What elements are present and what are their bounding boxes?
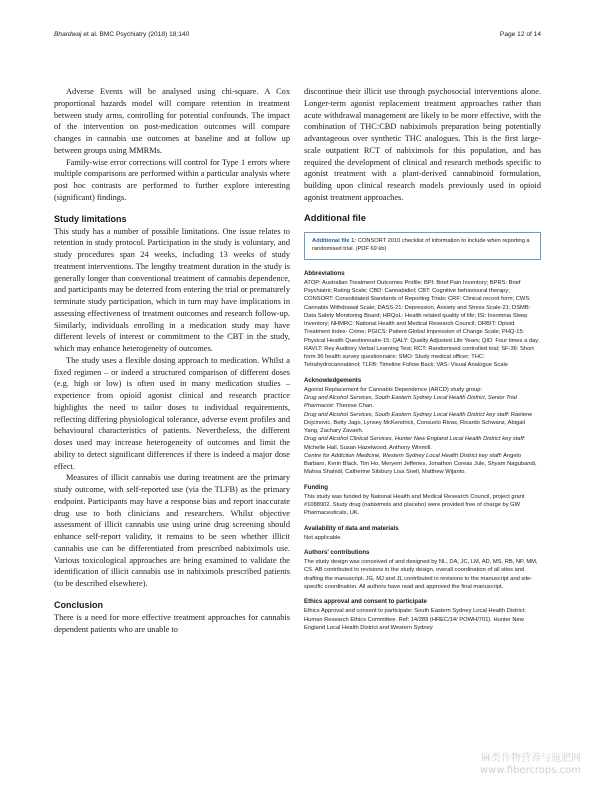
availability-section — [304, 525, 541, 542]
additional-file-box — [304, 232, 541, 260]
ack-study-group: Agonist Replacement for Cannabis Dependence (ARCD) study group: — [304, 386, 483, 393]
ack-entry — [304, 435, 541, 452]
paragraph: discontinue their illicit use through psychosocial interventions alone. Longer-term agonist replacement treatment approaches rather than acute withdrawal management are likely to be more effective, with the combination of THC:CBD nabiximols preparation being potentially advantageous over synthetic THC analogues. This is the first large-scale outpatient RCT of nabiximols for this population, and has required the development of clinical and research methods specific to agonist treatment with a plant-derived cannabinoid formulation, building upon clinical research models previously used in opioid agonist treatment approaches. — [304, 87, 541, 202]
ack-affiliation: Centre for Addiction Medicine, Western Sydney Local Health District key staff: — [304, 452, 502, 459]
ethics-text: Ethics Approval and consent to participate: South Eastern Sydney Local Health District: Human Research Ethics Committee. Ref: 14/289 (HREC/14/ POWH/701). Hunter New England Local Health District and Western Sydney — [304, 608, 526, 631]
watermark-title: 麻类作物营养与施肥网 — [481, 753, 581, 764]
watermark-url: www.fibercrops.com — [479, 765, 581, 776]
abbreviations-text: ATOP: Australian Treatment Outcomes Profile; BPI: Brief Pain Inventory; BPRS: Brief Psychiatric Rating Scale; CBD: Cannabidiol; CBT: Cognitive behavioural therapy; CONSORT: Consolidated Standards of Reporting Trials; CRF: Clinical record form; CWS: Cannabis Withdrawal Scale; DASS-21: Depression, Anxiety and Stress Scale-21; DSMB: Data Safety Monitoring Board; HRQoL: Health related quality of life; ISI: Insomnia Sleep Inventory; NHMRC: National Health and Medical Research Council; ORBIT: Opioid Treatment Index- Crime; PGICS: Patient Global Impression of Change Scale; PHQ-15: Physical Health Questionnaire-15; QALY: Quality Adjusted Life Years; QID: Four times a day; RAVLT: Rey Auditory Verbal Learning Test; RCT: Randomised controlled trial; SF-36: Short form 36 health survey questionnaire; SMO: Study medical officer; THC: Tetrahydrocannabinol; TLFB: Timeline Follow Back; VAS: Visual Analogue Scale — [304, 279, 540, 369]
section-heading-conclusion: Conclusion — [54, 599, 103, 610]
abbreviations-section — [304, 270, 541, 370]
paragraph: Measures of illicit cannabis use during treatment are the primary study outcome, with self-reported use (via the TLFB) as the primary endpoint. Participants may have a response bias and report inaccurate drug use to both clinicians and researchers. Whilst objective assessment of illicit cannabis use using urine drug screening should enhance self-report validity, it remains to be seen whether illicit cannabis use can be differentiated from prescribed nabiximols use. Various toxicological approaches are being examined to validate the identification of illicit cannabis use in nabiximols prescribed patients (to be described elsewhere). — [54, 473, 290, 588]
paragraph: Adverse Events will be analysed using chi-square. A Cox proportional hazards model will compare retention in treatment between study arms, controlling for potential confounds. The impact of the intervention on post-medication outcomes will compare changes in cannabis use outcomes at baseline and at follow up between groups using MMRMs. — [54, 87, 290, 155]
section-heading-additional-file: Additional file — [304, 211, 366, 223]
additional-file-link[interactable]: Additional file 1: — [312, 237, 357, 244]
funding-section — [304, 484, 541, 518]
funding-heading: Funding — [304, 483, 329, 491]
running-header — [54, 31, 541, 43]
section-heading-study-limitations: Study limitations — [54, 213, 127, 224]
availability-text: Not applicable. — [304, 534, 343, 541]
ack-entry — [304, 411, 541, 436]
ack-affiliation: Drug and Alcohol Services, South Eastern Sydney Local Health District key staff: — [304, 411, 510, 418]
ack-entry — [304, 394, 541, 411]
ack-names: Raelene Dojcinovic, Betty Jago, Lynsey McKendrick, Consuelo Rivas, Ricardo Schwanz, Abigail Yang, Zachary Zavaeh. — [304, 411, 533, 435]
availability-heading: Availability of data and materials — [304, 524, 399, 532]
left-column — [54, 86, 290, 635]
paragraph: The study uses a flexible dosing approach to medication. Whilst a fixed regimen – or indeed a structured comparison of different doses (e.g. high or low) is often used in many medication studies – experience from opioid agonist clinical and research practice highlights the need to tailor doses to individual requirements, reflecting differing physiological tolerance, adverse event profiles and behavioural characteristics of patients. Nevertheless, the different doses used may increase heterogeneity of outcomes and limit the ability to detect significant differences if there is indeed a major dose effect. — [54, 355, 290, 471]
acknowledgements-section — [304, 377, 541, 477]
contributions-section — [304, 549, 541, 591]
ack-names: Therese Chan. — [334, 403, 374, 410]
contributions-heading: Authors' contributions — [304, 549, 370, 556]
watermark — [480, 753, 581, 777]
additional-file-description: CONSORT 2010 checklist of information to include when reporting a randomised trial. (PDF 69 kb) — [312, 237, 530, 253]
right-column — [304, 86, 541, 639]
citation-author: Bhardwaj — [54, 31, 82, 38]
contributions-text: The study design was conceived of and designed by NL, DA, JC, LM, AD, MS, RB, NP, MM, CS. AB contributed to revisions in the study design, overall coordination of all sites and drafting the manuscript. JG, MJ and JL contributed in revisions to the manuscript and site-specific coordination. All authors have read and approved the final manuscript. — [304, 559, 538, 590]
ack-affiliation: Drug and Alcohol Services, South Eastern Sydney Local Health District, Senior Trial Pharmacist: — [304, 395, 517, 410]
paragraph: There is a need for more effective treatment approaches for cannabis dependent patients who are unable to — [54, 612, 290, 634]
paragraph: Family-wise error corrections will control for Type 1 errors where multiple comparisons are performed within a particular analysis where post hoc contrasts are performed to further explore interesting (significant) findings. — [54, 157, 290, 202]
page-number: Page 12 of 14 — [499, 31, 541, 38]
citation-rest: et al. BMC Psychiatry (2018) 18:140 — [81, 31, 190, 38]
ack-affiliation: Drug and Alcohol Clinical Services, Hunter New England Local Health District key staff: — [304, 436, 526, 443]
journal-citation — [54, 31, 189, 38]
ack-names: Angelo Barbaro, Kerin Black, Tim Ho, Meryem Jefferies, Jonathon Coreas Jule, Shyam Nagubandi, Mahsa Shahidi, Catherine Silsbury Lisa Snell, Matthew Wijanto. — [304, 452, 537, 476]
ack-names: Michelle Hall, Susan Hazelwood, Anthony Winmill. — [304, 444, 432, 451]
paragraph: This study has a number of possible limitations. One issue relates to retention in study protocol. Participation in the study is voluntary, and study procedures span 24 weeks, including 13 weeks of study treatment interventions. The lengthy treatment duration in the study is generally longer than conventional treatment of cannabis dependence, and participants may be deterred from entering the trial or prematurely terminate study participation, which in turn may have implications in assessing effectiveness of treatment outcomes and research follow-up. Similarly, individuals enrolling in a medication study may have different levels of interest or commitment to the CBT in the study, which may enhance heterogeneity of outcomes. — [54, 226, 290, 353]
ethics-heading: Ethics approval and consent to participate — [304, 598, 427, 606]
ack-entry — [304, 452, 541, 477]
abbreviations-heading: Abbreviations — [304, 269, 345, 277]
acknowledgements-heading: Acknowledgements — [304, 376, 362, 384]
funding-text: This study was funded by National Health and Medical Research Council, project grant #1088902. Study drug (nabiximols and placebo) were provided free of charge by GW Pharmaceuticals, UK. — [304, 493, 525, 517]
ethics-section — [304, 598, 541, 632]
